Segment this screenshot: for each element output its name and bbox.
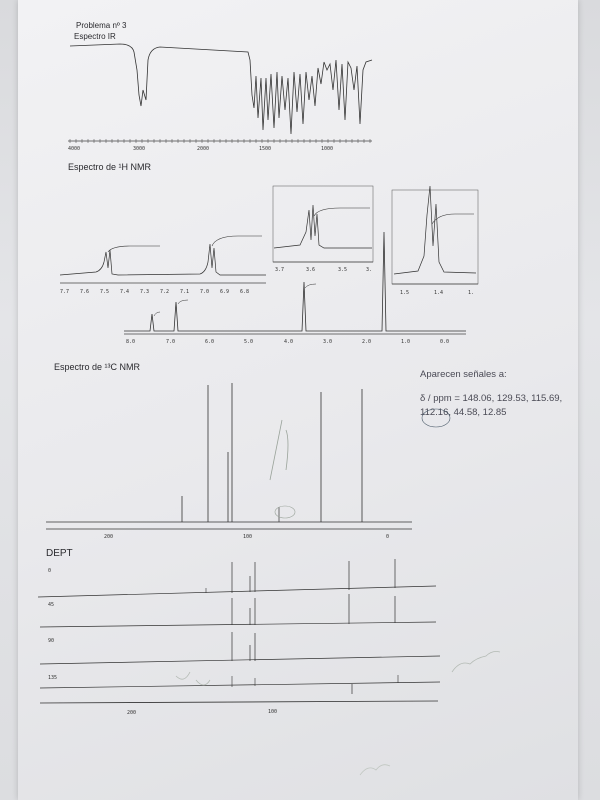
h-tick-label: 7.0 [200,289,210,295]
c-tick-label: 200 [104,534,114,540]
ir-tick-label: 3000 [133,146,146,152]
dept-tick-label: 200 [127,710,137,716]
dept-label: 135 [48,675,58,681]
h-tick-label: 1.4 [434,290,444,296]
h-tick-label: 7.2 [160,289,170,295]
h-tick-label: 1.5 [400,290,410,296]
ir-tick-label: 1000 [321,146,334,152]
ir-tick-label: 2000 [197,146,210,152]
h-tick-label: 8.0 [126,339,136,345]
ir-tick-label: 1500 [259,146,272,152]
h-tick-label: 2.0 [362,339,372,345]
h-nmr-title: Espectro de ¹H NMR [68,162,152,172]
h-tick-label: 3.5 [338,267,348,273]
ir-spectrum-title: Espectro IR [74,32,116,41]
ir-tick-label: 4000 [68,146,81,152]
h-tick-label: 1.0 [401,339,411,345]
h-tick-label: 7.0 [166,339,176,345]
h-tick-label: 6.8 [240,289,250,295]
h-tick-label: 1. [468,290,475,296]
h-tick-label: 7.4 [120,289,130,295]
h-tick-label: 6.9 [220,289,230,295]
dept-label: 45 [48,602,55,608]
h-tick-label: 0.0 [440,339,450,345]
problem-heading: Problema nº 3 [76,21,127,30]
h-tick-label: 5.0 [244,339,254,345]
h-tick-label: 7.1 [180,289,190,295]
signals-intro: Aparecen señales a: [420,369,507,380]
h-tick-label: 3. [366,267,373,273]
h-tick-label: 4.0 [284,339,294,345]
h-tick-label: 7.3 [140,289,150,295]
dept-label: 0 [48,568,52,574]
h-tick-label: 7.5 [100,289,110,295]
dept-title: DEPT [46,548,73,559]
h-tick-label: 3.6 [306,267,316,273]
h-tick-label: 7.7 [60,289,70,295]
signals-values: δ / ppm = 148.06, 129.53, 115.69, 112.16, 44.58, 12.85 [420,393,563,418]
h-tick-label: 3.7 [275,267,285,273]
h-tick-label: 7.6 [80,289,90,295]
dept-tick-label: 100 [268,709,278,715]
h-tick-label: 6.0 [205,339,215,345]
dept-label: 90 [48,638,55,644]
c-tick-label: 100 [243,534,253,540]
h-tick-label: 3.0 [323,339,333,345]
c-tick-label: 0 [386,534,390,540]
c-nmr-title: Espectro de ¹³C NMR [54,362,141,372]
